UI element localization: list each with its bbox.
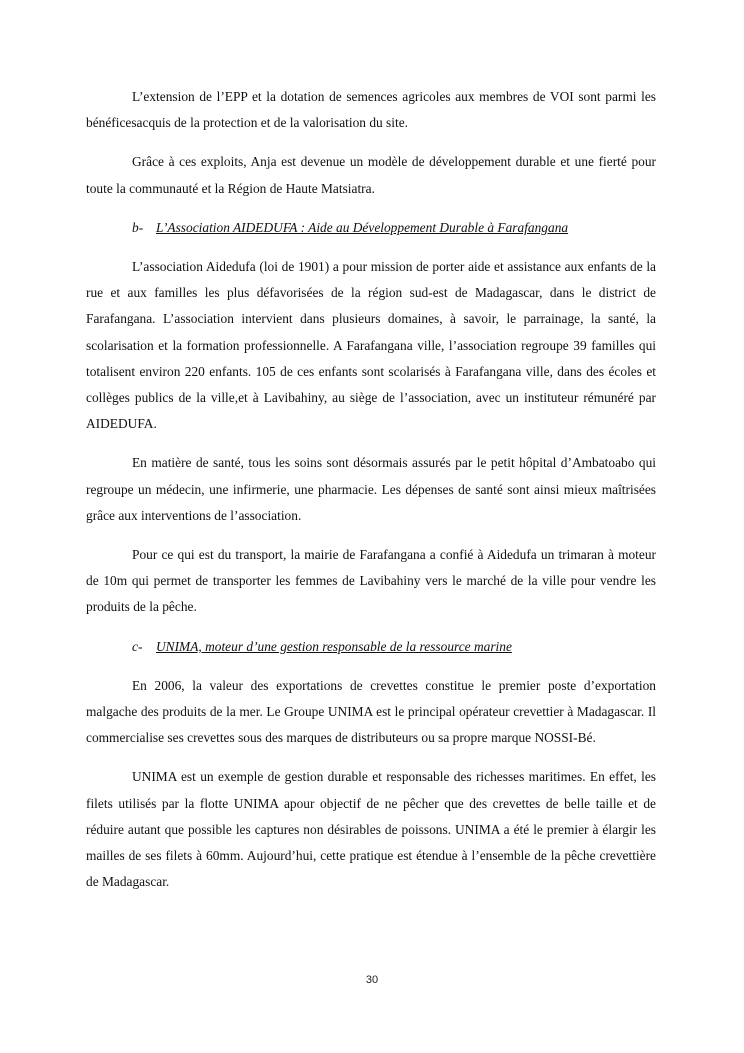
paragraph-aidedufa-mission: L’association Aidedufa (loi de 1901) a pour mission de porter aide et assistance aux enfants de la rue et aux familles les plus défavorisées de la région sud-est de Madagascar, dans le district de Farafangana. L’association intervient dans plusieurs domaines, à savoir, le parrainage, la santé, la scolarisation et la formation professionnelle. A Farafangana ville, l’association regroupe 39 familles qui totalisent environ 220 enfants. 105 de ces enfants sont scolarisés à Farafangana ville, dans des écoles et collèges publics de la ville,et à Lavibahiny, au siège de l’association, avec un instituteur rémunéré par AIDEDUFA. (86, 259, 656, 432)
paragraph-anja-model: Grâce à ces exploits, Anja est devenue un modèle de développement durable et une fierté pour toute la communauté et la Région de Haute Matsiatra. (86, 154, 656, 196)
section-marker: c- (132, 638, 143, 654)
page-number: 30 (365, 974, 379, 986)
paragraph-unima-sustainability: UNIMA est un exemple de gestion durable et responsable des richesses maritimes. En effet, les filets utilisés par la flotte UNIMA apour objectif de ne pêcher que des crevettes de belle taille et de réduire autant que possible les captures non désirables de poissons. UNIMA a été le premier à élargir les mailles de ses filets à 60mm. Aujourd’hui, cette pratique est étendue à l’ensemble de la pêche crevettière de Madagascar. (86, 769, 656, 890)
document-page (86, 84, 656, 908)
paragraph-shrimp-exports: En 2006, la valeur des exportations de crevettes constitue le premier poste d’exportation malgache des produits de la mer. Le Groupe UNIMA est le principal opérateur crevettier à Madagascar. Il commercialise ses crevettes sous des marques de distributeurs ou sa propre marque NOSSI-Bé. (86, 677, 656, 746)
section-heading-aidedufa (86, 215, 656, 241)
section-heading-unima (86, 634, 656, 660)
section-title: UNIMA, moteur d’une gestion responsable de la ressource marine (156, 638, 512, 654)
paragraph-transport: Pour ce qui est du transport, la mairie de Farafangana a confié à Aidedufa un trimaran à moteur de 10m qui permet de transporter les femmes de Lavibahiny vers le marché de la ville pour vendre les produits de la pêche. (86, 547, 656, 615)
section-marker: b- (132, 219, 144, 235)
section-title: L’Association AIDEDUFA : Aide au Développement Durable à Farafangana (156, 219, 569, 235)
paragraph-epp-extension: L’extension de l’EPP et la dotation de semences agricoles aux membres de VOI sont parmi les bénéficesacquis de la protection et de la valorisation du site. (86, 89, 656, 131)
paragraph-health: En matière de santé, tous les soins sont désormais assurés par le petit hôpital d’Ambatoabo qui regroupe un médecin, une infirmerie, une pharmacie. Les dépenses de santé sont ainsi mieux maîtrisées grâce aux interventions de l’association. (86, 455, 656, 523)
